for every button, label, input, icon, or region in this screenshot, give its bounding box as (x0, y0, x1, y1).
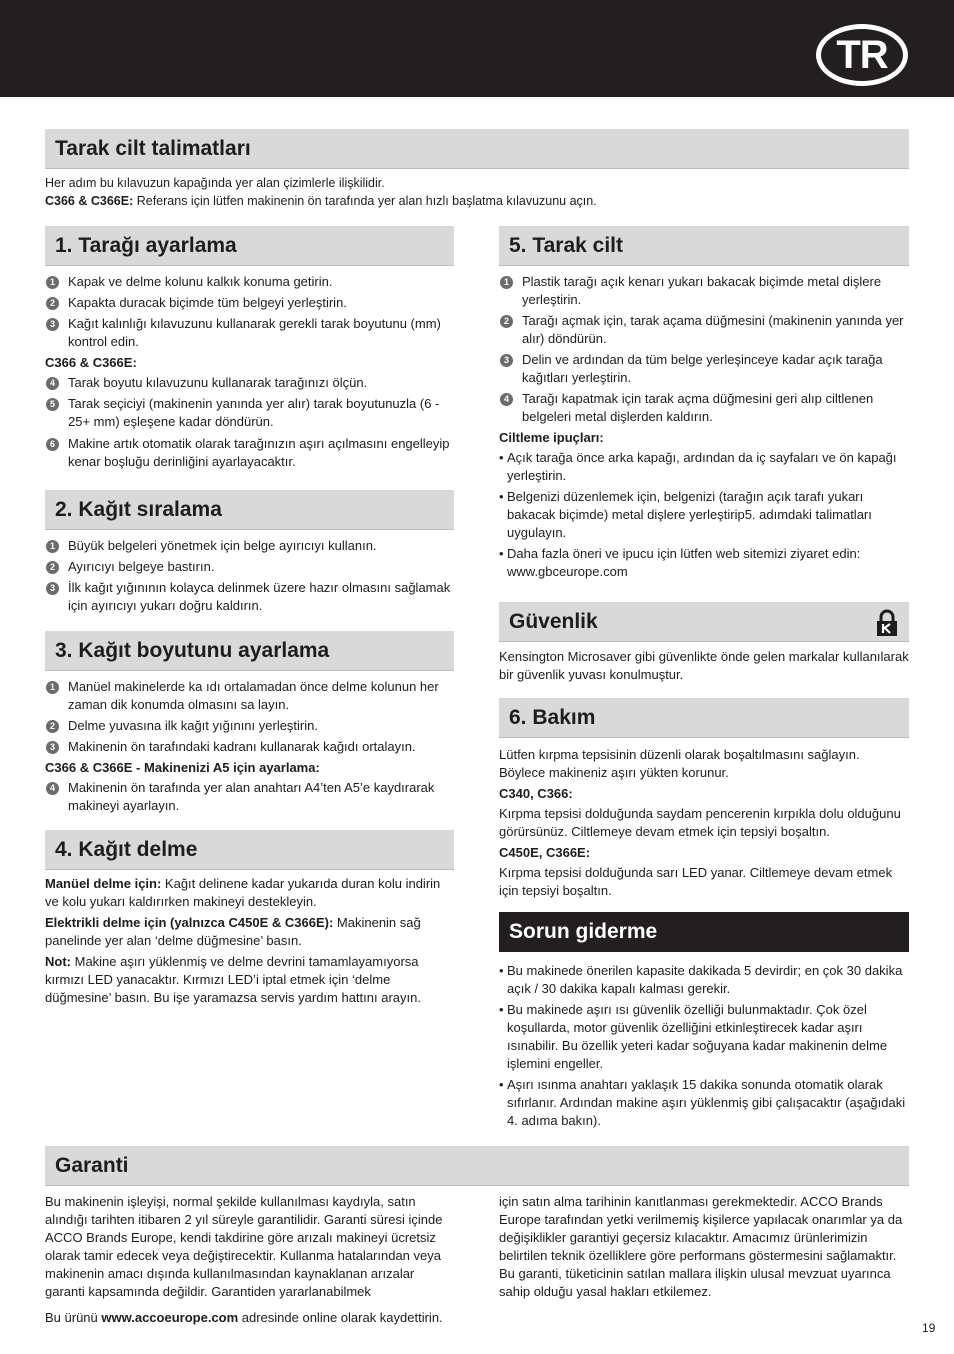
step-number-icon: 1 (46, 276, 59, 289)
section-title-4: 4. Kağıt delme (45, 830, 454, 870)
section-6-body (499, 746, 909, 903)
step-number-icon: 2 (46, 297, 59, 310)
step-number-icon: 4 (46, 377, 59, 390)
section-title-5: 5. Tarak cilt (499, 226, 909, 266)
tip-item: • Belgenizi düzenlemek için, belgenizi (tarağın açık tarafı yukarı bakacak biçimde) metal dişlere yerleştirip5. adımdaki talimatları uygulayın. (499, 488, 909, 542)
step-1-2: 2 Kapakta duracak biçimde tüm belgeyi yerleştirin. (45, 294, 455, 312)
maintenance-c450e: Kırpma tepsisi dolduğunda sarı LED yanar. Ciltlemeye devam etmek için tepsiyi boşaltın. (499, 865, 893, 898)
section-title-3: 3. Kağıt boyutunu ayarlama (45, 631, 454, 671)
model-subheading: C450E, C366E: (499, 845, 591, 860)
registration-link[interactable]: www.accoeurope.com (101, 1310, 239, 1325)
section-3-body (45, 678, 455, 818)
step-3-1: 1 Manüel makinelerde ka ıdı ortalamadan önce delme kolunun her zaman dik konumda olmasını sa layın. (45, 678, 455, 714)
step-number-icon: 6 (46, 438, 59, 451)
section-title-1: 1. Tarağı ayarlama (45, 226, 454, 266)
step-number-icon: 2 (46, 561, 59, 574)
section-title-security: Güvenlik (499, 602, 909, 642)
language-badge: TR (816, 24, 908, 86)
step-number-icon: 2 (500, 315, 513, 328)
security-text: Kensington Microsaver gibi güvenlikte önde gelen markalar kullanılarak bir güvenlik yuvası konulmuştur. (499, 649, 909, 682)
binding-tips-heading: Ciltleme ipuçları: (499, 430, 604, 445)
registration-text: Bu ürünü www.accoeurope.com adresinde online olarak kaydettirin. (45, 1310, 443, 1325)
section-4-body (45, 875, 455, 1010)
manual-punch-text: Manüel delme için: Kağıt delinene kadar yukarıda duran kolu indirin ve kolu yukarı kaldırırken makineyi destekleyin. (45, 876, 441, 909)
step-number-icon: 3 (46, 582, 59, 595)
electric-punch-text: Elektrikli delme için (yalnızca C450E & C366E): Makinenin sağ panelinde yer alan ‘delme düğmesine’ basın. (45, 915, 421, 948)
kensington-lock-icon (875, 609, 899, 637)
step-1-6: 6 Makine artık otomatik olarak tarağınızın aşırı açılmasını engelleyip kenar boşluğu derinliğini ayarlayacaktır. (45, 435, 455, 471)
step-2-2: 2 Ayırıcıyı belgeye bastırın. (45, 558, 455, 576)
intro-line-2: C366 & C366E: Referans için lütfen makinenin ön tarafında yer alan hızlı başlatma kılavuzunu açın. (45, 194, 597, 208)
intro-text (45, 174, 909, 210)
step-1-5: 5 Tarak seçiciyi (makinenin yanında yer alır) tarak boyutunuzla (6 - 25+ mm) eşleşene kadar döndürün. (45, 395, 455, 431)
section-5-body (499, 273, 909, 584)
warranty-col-1 (45, 1193, 455, 1330)
section-2-body (45, 537, 455, 618)
step-5-1: 1 Plastik tarağı açık kenarı yukarı bakacak biçimde metal dişlere yerleştirin. (499, 273, 909, 309)
tip-item: • Açık tarağa önce arka kapağı, ardından da iç sayfaları ve ön kapağı yerleştirin. (499, 449, 909, 485)
warranty-col-2: için satın alma tarihinin kanıtlanması gerekmektedir. ACCO Brands Europe tarafından yetki verilmemiş kişilerce yapılacak onarımlar ya da değişiklikler garantiyi geçersiz kılacaktır. Amacımız ürünlerimizin belirtilen teknik özelliklere göre performans göstermesini sağlamaktır. Bu garanti, tüketicinin satılan mallara ilişkin ulusal mevzuat uyarınca sahip olduğu yasal hakları etkilemez. (499, 1194, 903, 1299)
step-3-3: 3 Makinenin ön tarafındaki kadranı kullanarak kağıdı ortalayın. (45, 738, 455, 756)
step-3-4: 4 Makinenin ön tarafında yer alan anahtarı A4’ten A5’e kaydırarak makineyi ayarlayın. (45, 779, 455, 815)
step-1-4: 4 Tarak boyutu kılavuzunu kullanarak tarağınızı ölçün. (45, 374, 455, 392)
tip-item: • Daha fazla öneri ve ipucu için lütfen web sitemizi ziyaret edin: www.gbceurope.com (499, 545, 909, 581)
trouble-item: • Aşırı ısınma anahtarı yaklaşık 15 dakika sonunda otomatik olarak sıfırlanır. Ardından makine aşırı yüklenmiş gibi çalışacaktır (aşağıdaki 4. adıma bakın). (499, 1076, 909, 1130)
step-2-1: 1 Büyük belgeleri yönetmek için belge ayırıcıyı kullanın. (45, 537, 455, 555)
step-number-icon: 3 (46, 318, 59, 331)
step-number-icon: 1 (500, 276, 513, 289)
step-5-3: 3 Delin ve ardından da tüm belge yerleşinceye kadar açık tarağa kağıtları yerleştirin. (499, 351, 909, 387)
step-number-icon: 2 (46, 720, 59, 733)
trouble-item: • Bu makinede önerilen kapasite dakikada 5 devirdir; en çok 30 dakika açık / 30 dakika kapalı kalması gerekir. (499, 962, 909, 998)
step-number-icon: 4 (500, 393, 513, 406)
section-title-6: 6. Bakım (499, 698, 909, 738)
step-2-3: 3 İlk kağıt yığınının kolayca delinmek üzere hazır olmasını sağlamak için ayırıcıyı yukarı doğru kaldırın. (45, 579, 455, 615)
section-title-intro: Tarak cilt talimatları (45, 129, 909, 169)
section-1-body (45, 273, 455, 474)
note-text: Not: Makine aşırı yüklenmiş ve delme devrini tamamlayamıyorsa kırmızı LED yanacaktır. Kırmızı LED’i iptal etmek için ‘delme düğmesine’ basın. Bu işe yaramazsa servis yardım hattını arayın. (45, 954, 421, 1005)
warranty-text-1: Bu makinenin işleyişi, normal şekilde kullanılması kaydıyla, satın alındığı tarihten itibaren 2 yıl süreyle garantilidir. Garanti süresi içinde ACCO Brands Europe, kendi takdirine göre arızalı makineyi ücretsiz olarak tamir edecek veya değiştirecektir. Kullanma hatalarından veya makinenin amacı dışında kullanılmasından kaynaklanan arızalar garanti kapsamında değildir. Garantiden yararlanabilmek (45, 1194, 443, 1299)
model-subheading: C366 & C366E - Makinenizi A5 için ayarlama: (45, 760, 320, 775)
step-5-4: 4 Tarağı kapatmak için tarak açma düğmesini geri alıp ciltlenen belgeleri metal dişlerden kaldırın. (499, 390, 909, 426)
model-subheading: C366 & C366E: (45, 355, 137, 370)
step-1-1: 1 Kapak ve delme kolunu kalkık konuma getirin. (45, 273, 455, 291)
trouble-item: • Bu makinede aşırı ısı güvenlik özelliği bulunmaktadır. Çok özel koşullarda, motor güvenlik özelliğini etkinleştirecek kadar aşırı ısınabilir. Bu özellik yeteri kadar soğuyana kadar makinenin delme işlemini engeller. (499, 1001, 909, 1073)
model-subheading: C340, C366: (499, 786, 573, 801)
step-number-icon: 1 (46, 540, 59, 553)
page-number: 19 (922, 1321, 936, 1335)
maintenance-c340: Kırpma tepsisi dolduğunda saydam pencerenin kırpıkla dolu olduğunu görürsünüz. Ciltlemeye devam etmek için tepsiyi boşaltın. (499, 806, 901, 839)
step-3-2: 2 Delme yuvasına ilk kağıt yığınını yerleştirin. (45, 717, 455, 735)
step-number-icon: 3 (500, 354, 513, 367)
step-1-3: 3 Kağıt kalınlığı kılavuzunu kullanarak gerekli tarak boyutunu (mm) kontrol edin. (45, 315, 455, 351)
top-banner (0, 0, 954, 97)
section-title-2: 2. Kağıt sıralama (45, 490, 454, 530)
step-number-icon: 5 (46, 398, 59, 411)
troubleshooting-body (499, 962, 909, 1133)
step-number-icon: 4 (46, 782, 59, 795)
maintenance-intro: Lütfen kırpma tepsisinin düzenli olarak boşaltılmasını sağlayın. Böylece makineniz aşırı yükten korunur. (499, 747, 860, 780)
step-number-icon: 1 (46, 681, 59, 694)
step-number-icon: 3 (46, 741, 59, 754)
section-title-troubleshooting: Sorun giderme (499, 912, 909, 952)
intro-line-1: Her adım bu kılavuzun kapağında yer alan çizimlerle ilişkilidir. (45, 176, 385, 190)
step-5-2: 2 Tarağı açmak için, tarak açama düğmesini (makinenin yanında yer alır) döndürün. (499, 312, 909, 348)
section-title-warranty: Garanti (45, 1146, 909, 1186)
